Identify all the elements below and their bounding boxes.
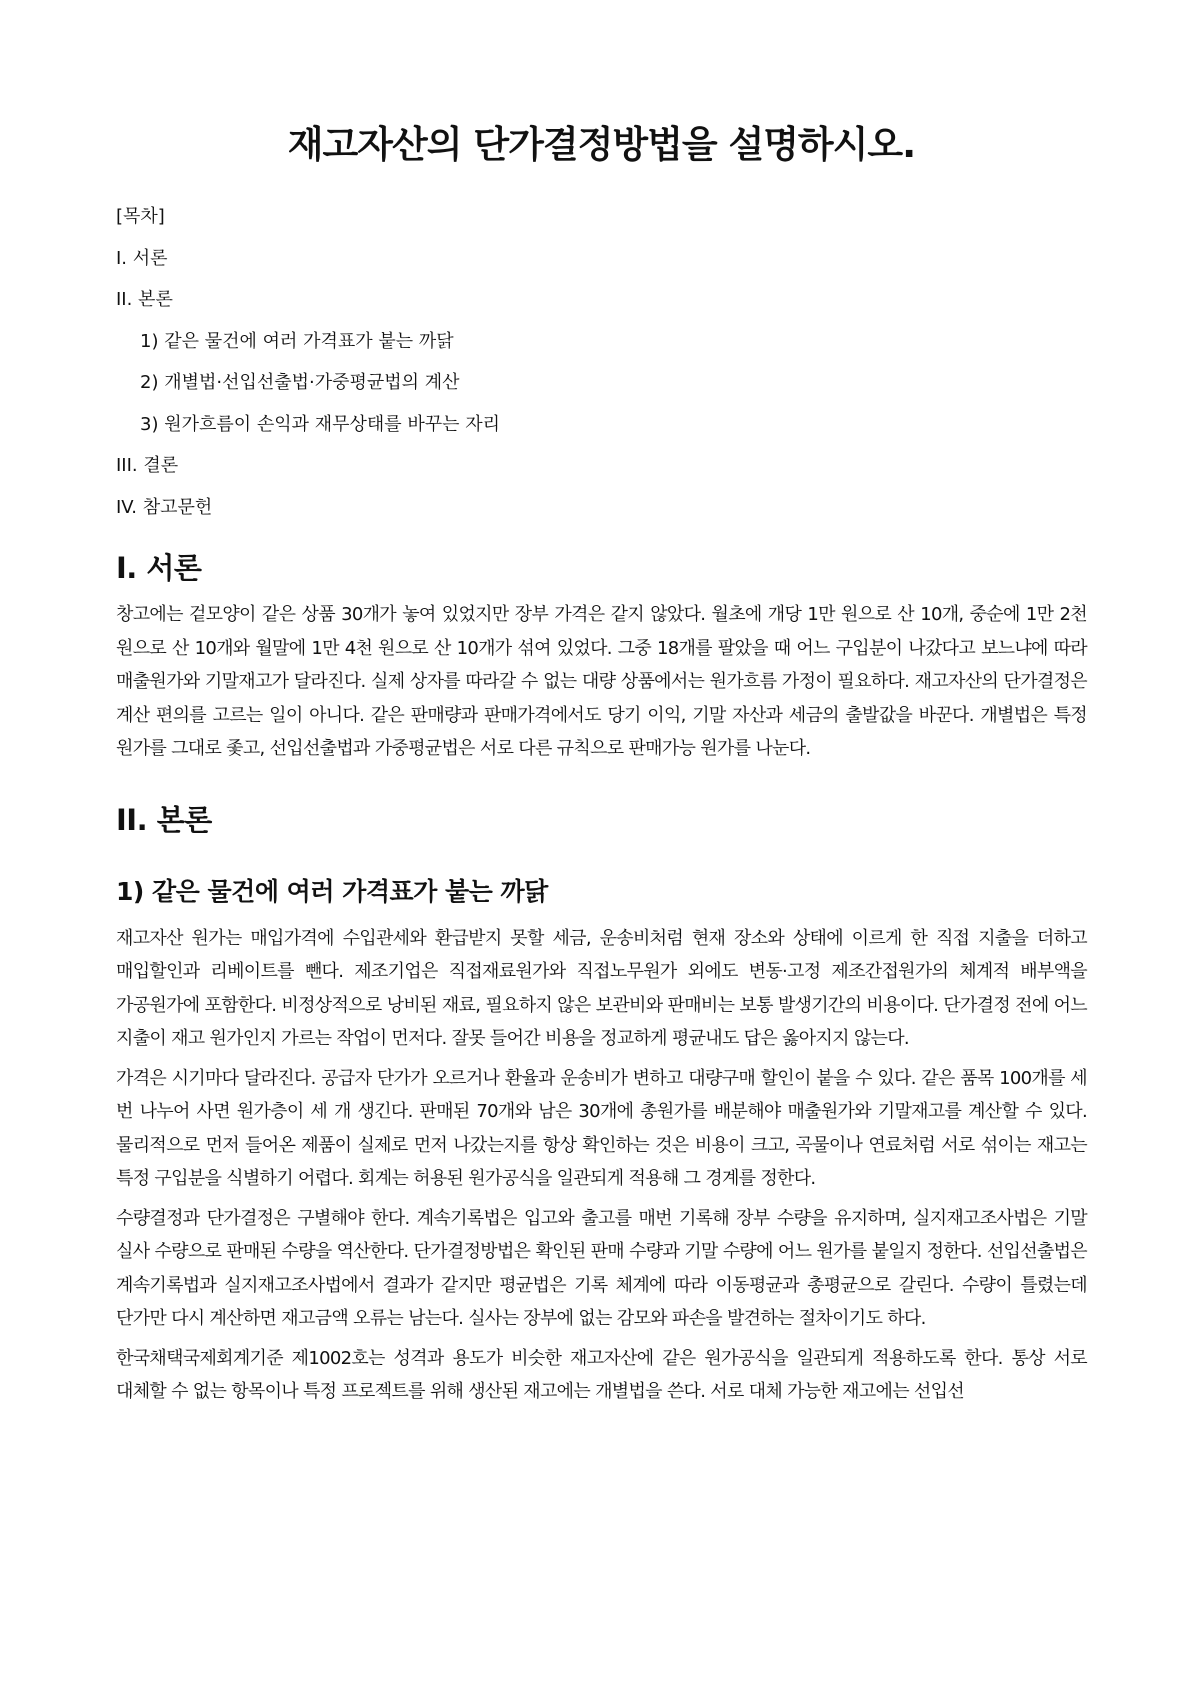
document-title: 재고자산의 단가결정방법을 설명하시오. <box>287 123 916 166</box>
toc-item-introduction: I. 서론 <box>116 247 168 269</box>
toc-item-conclusion: III. 결론 <box>116 455 179 476</box>
section-heading-body: II. 본론 <box>116 802 212 837</box>
body-paragraph-3: 수량결정과 단가결정은 구별해야 한다. 계속기록법은 입고와 출고를 매번 기록해 장부 수량을 유지하며, 실지재고조사법은 기말 실사 수량으로 판매된 수량을 역산한다. 단가결정방법은 확인된 판매 수량과 기말 수량에 어느 원가를 붙일지 정한다. 선입선출법은 계속기록법과 실지재고조사법에서 결과가 같지만 평균법은 기록 체계에 따라 이동평균과 총평균으로 갈린다. 수량이 틀렸는데 단가만 다시 계산하면 재고금액 오류는 남는다. 실사는 장부에 없는 감모와 파손을 발견하는 절차이기도 하다. <box>116 1207 1087 1329</box>
intro-paragraph: 창고에는 겉모양이 같은 상품 30개가 놓여 있었지만 장부 가격은 같지 않았다. 월초에 개당 1만 원으로 산 10개, 중순에 1만 2천 원으로 산 10개와 월말에 1만 4천 원으로 산 10개가 섞여 있었다. 그중 18개를 팔았을 때 어느 구입분이 나갔다고 보느냐에 따라 매출원가와 기말재고가 달라진다. 실제 상자를 따라갈 수 없는 대량 상품에서는 원가흐름 가정이 필요하다. 재고자산의 단가결정은 계산 편의를 고르는 일이 아니다. 같은 판매량과 판매가격에서도 당기 이익, 기말 자산과 세금의 출발값을 바꾼다. 개별법은 특정 원가를 그대로 좇고, 선입선출법과 가중평균법은 서로 다른 규칙으로 판매가능 원가를 나눈다. <box>116 604 1087 759</box>
body-paragraph-4: 한국채택국제회계기준 제1002호는 성격과 용도가 비슷한 재고자산에 같은 원가공식을 일관되게 적용하도록 한다. 통상 서로 대체할 수 없는 항목이나 특정 프로젝트를 위해 생산된 재고에는 개별법을 쓴다. 서로 대체 가능한 재고에는 선입선 <box>116 1347 1087 1402</box>
body-paragraph-1: 재고자산 원가는 매입가격에 수입관세와 환급받지 못할 세금, 운송비처럼 현재 장소와 상태에 이르게 한 직접 지출을 더하고 매입할인과 리베이트를 뺀다. 제조기업은 직접재료원가와 직접노무원가 외에도 변동·고정 제조간접원가의 체계적 배부액을 가공원가에 포함한다. 비정상적으로 낭비된 재료, 필요하지 않은 보관비와 판매비는 보통 발생기간의 비용이다. 단가결정 전에 어느 지출이 재고 원가인지 가르는 작업이 먼저다. 잘못 들어간 비용을 정교하게 평균내도 답은 옳아지지 않는다. <box>116 927 1087 1049</box>
section-heading-introduction: I. 서론 <box>116 551 202 585</box>
toc-item-body: II. 본론 <box>116 289 173 310</box>
toc-subitem-3: 3) 원가흐름이 손익과 재무상태를 바꾸는 자리 <box>140 413 501 435</box>
toc-subitem-1: 1) 같은 물건에 여러 가격표가 붙는 까닭 <box>140 330 454 352</box>
body-paragraph-2: 가격은 시기마다 달라진다. 공급자 단가가 오르거나 환율과 운송비가 변하고 대량구매 할인이 붙을 수 있다. 같은 품목 100개를 세 번 나누어 사면 원가층이 세 개 생긴다. 판매된 70개와 남은 30개에 총원가를 배분해야 매출원가와 기말재고를 계산할 수 있다. 물리적으로 먼저 들어온 제품이 실제로 먼저 나갔는지를 항상 확인하는 것은 비용이 크고, 곡물이나 연료처럼 서로 섞이는 재고는 특정 구입분을 식별하기 어렵다. 회계는 허용된 원가공식을 일관되게 적용해 그 경계를 정한다. <box>116 1067 1087 1189</box>
subsection-heading-1: 1) 같은 물건에 여러 가격표가 붙는 까닭 <box>116 876 548 906</box>
toc-subitem-2: 2) 개별법·선입선출법·가중평균법의 계산 <box>140 372 460 393</box>
toc-item-references: IV. 참고문헌 <box>116 496 213 518</box>
table-of-contents <box>116 196 1087 528</box>
toc-heading: [목차] <box>116 206 165 227</box>
